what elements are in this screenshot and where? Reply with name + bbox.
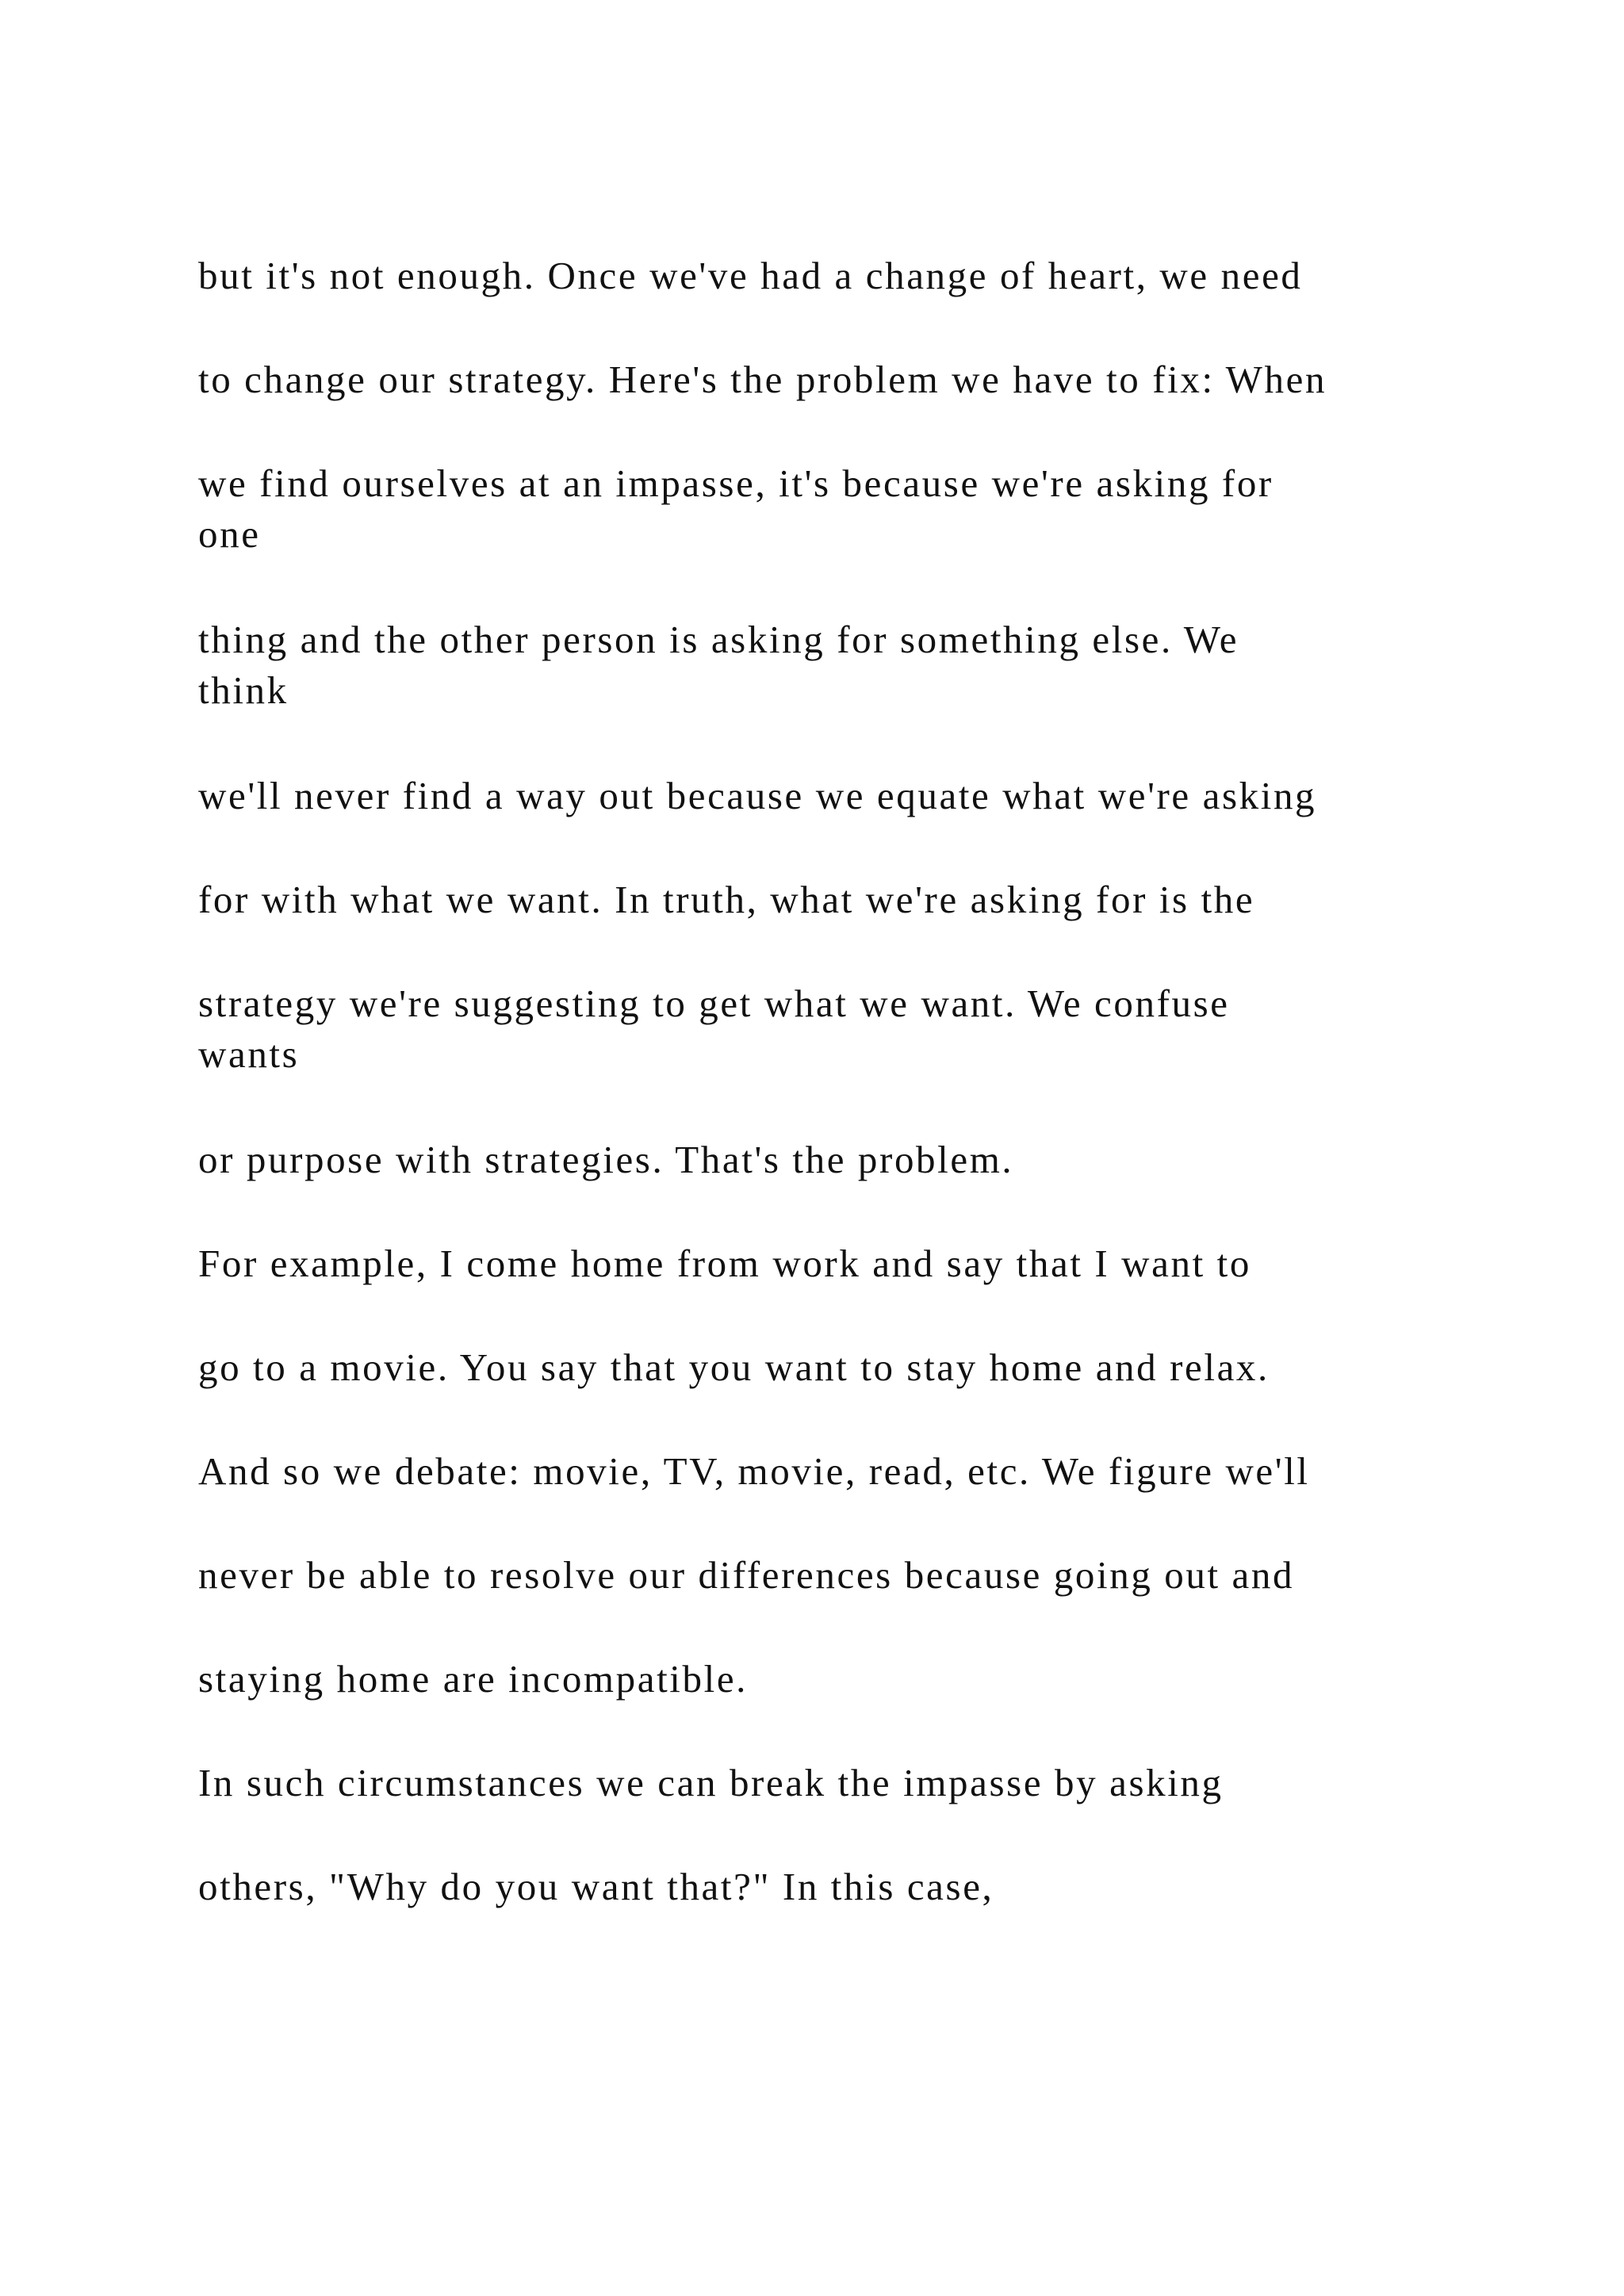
text-line: In such circumstances we can break the impasse by asking — [198, 1761, 1224, 1804]
text-line: we'll never find a way out because we equate what we're asking — [198, 774, 1317, 817]
text-line: to change our strategy. Here's the problem we have to fix: When — [198, 358, 1327, 401]
text-line: for with what we want. In truth, what we're asking for is the — [198, 878, 1255, 921]
text-line: For example, I come home from work and say that I want to — [198, 1242, 1251, 1285]
text-line: go to a movie. You say that you want to stay home and relax. — [198, 1345, 1270, 1389]
text-line: or purpose with strategies. That's the problem. — [198, 1138, 1014, 1181]
text-line: we find ourselves at an impasse, it's because we're asking for one — [198, 461, 1274, 556]
text-line: staying home are incompatible. — [198, 1657, 749, 1701]
text-line: strategy we're suggesting to get what we want. We confuse wants — [198, 982, 1230, 1076]
text-line: but it's not enough. Once we've had a change of heart, we need — [198, 254, 1303, 297]
text-line: never be able to resolve our differences because going out and — [198, 1553, 1295, 1597]
text-line: thing and the other person is asking for something else. We think — [198, 618, 1239, 712]
text-line: others, "Why do you want that?" In this case, — [198, 1865, 994, 1908]
text-line: And so we debate: movie, TV, movie, read, etc. We figure we'll — [198, 1449, 1310, 1493]
